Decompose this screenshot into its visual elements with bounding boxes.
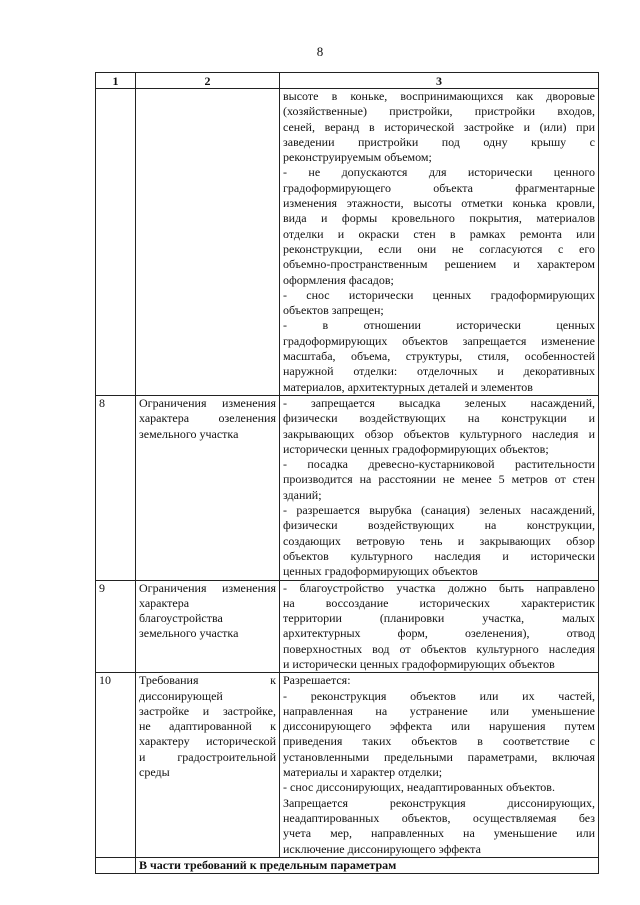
requirement-content-line: Запрещается реконструкция диссонирующих, <box>283 795 595 810</box>
requirement-content-line: диссонирующего эффекта или нарушения путем <box>283 719 595 734</box>
requirement-content-line: исключение диссонирующего эффекта <box>283 841 481 856</box>
requirement-content-line: сеней, веранд в исторической застройке и (или) при <box>283 119 595 134</box>
requirement-name-line: земельного участка <box>139 426 239 441</box>
requirement-content-line: изменения этажности, высоты отметки конька кровли, <box>283 196 595 211</box>
requirement-content-line: Разрешается: <box>283 673 351 688</box>
requirement-content-line: - не допускаются для исторически ценного <box>283 165 595 180</box>
requirement-name <box>136 580 280 673</box>
requirement-content-line: учета мер, направленных на уменьшение или <box>283 826 595 841</box>
requirement-content-line: реконструируемым объемом; <box>283 150 432 165</box>
section-heading-row <box>96 857 599 873</box>
requirement-name-line: среды <box>139 765 170 780</box>
requirement-content-line: вида и формы кровельного покрытия, материалов <box>283 211 595 226</box>
requirement-name-line: Требования к <box>139 673 276 688</box>
page-number: 8 <box>316 44 324 59</box>
requirement-content-line: оформления фасадов; <box>283 272 394 287</box>
requirement-name-line: Ограничения изменения <box>139 395 276 410</box>
requirement-content-line: на воссоздание исторических характеристик <box>283 595 595 610</box>
requirement-content-line: производится на расстоянии не менее 5 метров от стен <box>283 472 595 487</box>
requirement-content-line: высоте в коньке, воспринимающихся как дворовые <box>283 89 595 103</box>
requirement-content-line: материалов, архитектурных деталей и элементов <box>283 379 533 394</box>
requirement-content-line: материалы и характер отделки; <box>283 765 443 780</box>
requirement-content-line: наружной отделки: отделочных и декоративных <box>283 364 595 379</box>
requirement-content-line: отделки и окраски стен в рамках ремонта или <box>283 226 595 241</box>
requirement-content-line: направленная на устранение или уменьшение <box>283 703 595 718</box>
column-header-name: 2 <box>136 73 280 89</box>
requirement-name-line: характеру исторической <box>139 734 276 749</box>
requirement-name-line: характера <box>139 595 190 610</box>
section-heading-number-cell <box>96 857 136 873</box>
requirement-content-line: - реконструкция объектов или их частей, <box>283 688 595 703</box>
table-row <box>96 89 599 396</box>
row-number: 9 <box>96 580 136 673</box>
requirement-content-line: создающих ветровую тень и закрывающих обзор <box>283 533 595 548</box>
requirement-name <box>136 673 280 858</box>
requirement-content-line: реконструкции, если они не согласуются с его <box>283 241 595 256</box>
requirement-content-line: объектов запрещен; <box>283 303 384 318</box>
requirement-name <box>136 89 280 396</box>
requirement-name-line: земельного участка <box>139 626 239 641</box>
requirement-content-line: исторически ценных градоформирующих объектов; <box>283 441 549 456</box>
requirement-name-line: диссонирующей <box>139 688 223 703</box>
section-heading: В части требований к предельным параметрам <box>136 857 599 873</box>
requirement-name-line: Ограничения изменения <box>139 580 276 595</box>
requirement-content-line: градоформирующего объекта фрагментарные <box>283 180 595 195</box>
regulations-table <box>95 72 599 874</box>
requirement-content-line: закрывающих обзор объектов культурного наследия и <box>283 426 595 441</box>
row-number: 8 <box>96 395 136 580</box>
requirement-content-line: установленными предельными параметрами, включая <box>283 749 595 764</box>
table-body <box>96 89 599 874</box>
requirement-content <box>280 395 599 580</box>
requirement-content-line: - в отношении исторически ценных <box>283 318 595 333</box>
requirement-content-line: физически воздействующих на конструкции, <box>283 518 595 533</box>
requirement-content-line: заведении пристройки под одну крышу с <box>283 134 595 149</box>
table-row <box>96 395 599 580</box>
requirement-content-line: поверхностных вод от объектов культурного наследия <box>283 641 595 656</box>
requirement-name-line: и градостроительной <box>139 749 276 764</box>
table-header-row <box>96 73 599 89</box>
table-row <box>96 673 599 858</box>
column-header-number: 1 <box>96 73 136 89</box>
row-number <box>96 89 136 396</box>
requirement-content-line: приведения таких объектов в соответствие с <box>283 734 595 749</box>
requirement-content-line: - посадка древесно-кустарниковой растительности <box>283 457 595 472</box>
requirement-content-line: - запрещается высадка зеленых насаждений, <box>283 395 595 410</box>
requirement-content-line: и исторически ценных градоформирующих объектов <box>283 656 555 671</box>
column-header-content: 3 <box>280 73 599 89</box>
requirement-name-line: застройке и застройке, <box>139 703 276 718</box>
requirement-content <box>280 580 599 673</box>
requirement-content <box>280 673 599 858</box>
requirement-content-line: - снос диссонирующих, неадаптированных объектов. <box>283 780 555 795</box>
requirement-content-line: масштаба, объема, структуры, стиля, особенностей <box>283 349 595 364</box>
requirement-name-line: благоустройства <box>139 611 223 626</box>
row-number: 10 <box>96 673 136 858</box>
requirement-content-line: объемно-пространственным решением и характером <box>283 257 595 272</box>
requirement-content-line: объектов культурного наследия и исторически <box>283 548 595 563</box>
requirement-name-line: не адаптированной к <box>139 719 276 734</box>
requirement-content-line: - разрешается вырубка (санация) зеленых насаждений, <box>283 503 595 518</box>
requirement-name-line: характера озеленения <box>139 411 276 426</box>
requirement-content-line: - снос исторически ценных градоформирующих <box>283 287 595 302</box>
requirement-content-line: неадаптированных объектов, осуществляемая без <box>283 810 595 825</box>
requirement-name <box>136 395 280 580</box>
requirement-content-line: - благоустройство участка должно быть направлено <box>283 580 595 595</box>
requirement-content-line: ценных градоформирующих объектов <box>283 564 478 579</box>
requirement-content-line: градоформирующих объектов запрещается изменение <box>283 333 595 348</box>
requirement-content-line: физически воздействующих на конструкции и <box>283 411 595 426</box>
requirement-content-line: зданий; <box>283 487 322 502</box>
requirement-content-line: архитектурных форм, озеленения), отвод <box>283 626 595 641</box>
requirement-content <box>280 89 599 396</box>
requirement-content-line: территории (планировки участка, малых <box>283 611 595 626</box>
table-row <box>96 580 599 673</box>
requirement-content-line: (хозяйственные) пристройки, пристройки входов, <box>283 104 595 119</box>
